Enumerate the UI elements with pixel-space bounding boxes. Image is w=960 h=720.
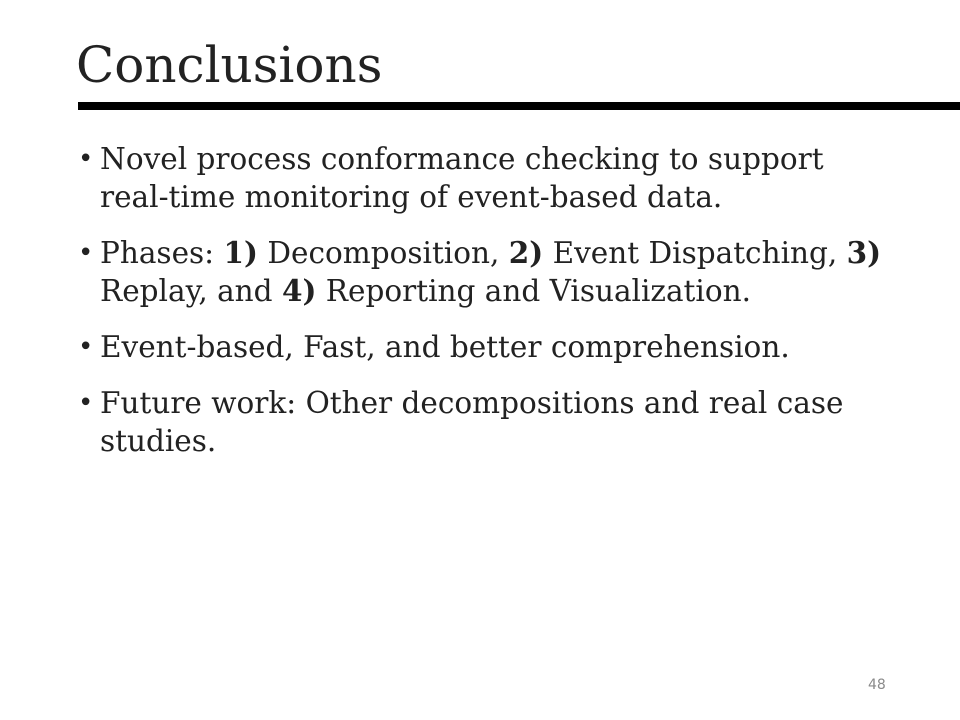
bullet-text: Future work: Other decompositions and real case studies. (100, 386, 844, 458)
bullet-text: Phases: 1) Decomposition, 2) Event Dispatching, 3) Replay, and 4) Reporting and Visualization. (100, 235, 882, 308)
bullet-list (76, 140, 896, 478)
bullet-marker: • (78, 238, 94, 268)
bullet-emphasis: 4) (281, 273, 317, 308)
page-number: 48 (868, 677, 886, 693)
bullet-emphasis: 1) (223, 235, 258, 270)
bullet-marker: • (78, 332, 94, 362)
bullet-item (76, 234, 896, 310)
bullet-marker: • (78, 388, 94, 418)
bullet-text: Event-based, Fast, and better comprehension. (100, 330, 790, 364)
bullet-item (76, 384, 896, 460)
bullet-marker: • (78, 144, 94, 174)
bullet-item (76, 328, 896, 366)
bullet-item (76, 140, 896, 216)
bullet-emphasis: 2) (508, 235, 544, 270)
bullet-text: Novel process conformance checking to support real-time monitoring of event-based data. (100, 142, 824, 214)
title-underline (78, 102, 960, 110)
bullet-emphasis: 3) (846, 235, 882, 270)
slide-title: Conclusions (76, 36, 383, 94)
